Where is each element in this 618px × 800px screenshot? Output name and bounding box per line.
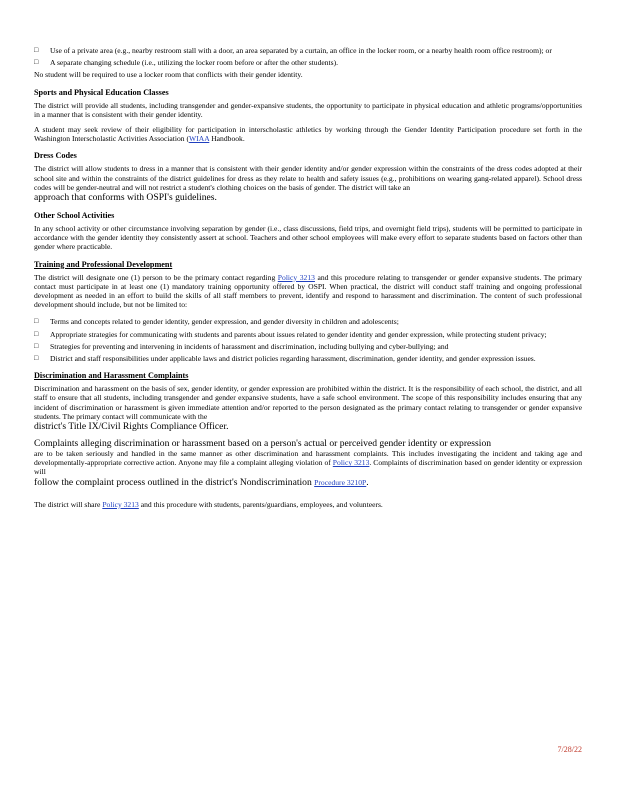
- policy-3213-link[interactable]: Policy 3213: [102, 499, 139, 509]
- training-paragraph: The district will designate one (1) person to be the primary contact regarding Policy 3213 and this procedure relating to transgender or gender expansive students. The primary contact must participate in at least one (1) mandatory training opportunity offered by OSPI. When practical, the district will conduct staff training and ongoing professional development as needed in an effort to build the skills of all staff members to prevent, identify and respond to harassment and discrimination. The content of such professional development should include, but not be limited to:: [34, 272, 582, 310]
- bullet-box-icon: □: [34, 341, 39, 350]
- sports-eligibility-paragraph: A student may seek review of their eligibility for participation in interscholastic athletics by working through the Gender Identity Participation procedure set forth in the Washington Interscholastic Activities Association (WIAA Handbook.: [34, 125, 582, 144]
- bullet-box-icon: □: [34, 354, 39, 363]
- list-item: [34, 342, 582, 351]
- list-item: [34, 58, 582, 67]
- wiaa-link[interactable]: WIAA: [189, 134, 210, 144]
- policy-3213-link[interactable]: Policy 3213: [277, 272, 315, 282]
- footer-date: 7/28/22: [557, 745, 582, 754]
- bullet-box-icon: □: [34, 58, 39, 67]
- discrimination-paragraph: Discrimination and harassment on the basis of sex, gender identity, or gender expression are prohibited within the district. It is the responsibility of each school, the district, and all staff to ensure that all students, including transgender and gender expansive students, have a safe school environment. The scope of this responsibility includes ensuring that any incident of discrimination or harassment is given immediate attention and/or reported to the person designated as the primary contact relating to transgender or gender expansive students. The primary contact will communicate with the: [34, 384, 582, 421]
- procedure-3210p-link[interactable]: Procedure 3210P: [314, 477, 367, 487]
- sports-paragraph: The district will provide all students, including transgender and gender-expansive students, the opportunity to participate in physical education and athletic programs/opportunities in a manner that is consistent with their gender identity.: [34, 100, 582, 119]
- document-page: [34, 44, 582, 509]
- bullet-text: Terms and concepts related to gender identity, gender expression, and gender diversity in children and adolescents;: [50, 317, 399, 327]
- list-item: [34, 317, 582, 326]
- other-activities-paragraph: In any school activity or other circumstance involving separation by gender (i.e., class discussions, field trips, and overnight field trips), students will be permitted to participate in accordance with the gender identity they consistently assert at school. Teachers and other school employees will make every effort to separate students based on factors other than gender where practicable.: [34, 224, 582, 252]
- bullet-box-icon: □: [34, 329, 39, 338]
- bullet-box-icon: □: [34, 46, 39, 54]
- list-item: [34, 330, 582, 339]
- complaints-lead: Complaints alleging discrimination or harassment based on a person's actual or perceived gender identity or expression: [34, 438, 492, 450]
- complaints-paragraph-end: follow the complaint process outlined in the district's Nondiscrimination Procedure 3210P.: [34, 476, 369, 488]
- share-paragraph: The district will share Policy 3213 and this procedure with students, parents/guardians, employees, and volunteers.: [34, 499, 383, 509]
- section-heading-other: Other School Activities: [34, 211, 115, 221]
- bullet-text: A separate changing schedule (i.e., utilizing the locker room before or after the other students).: [50, 58, 339, 68]
- bullet-text: Appropriate strategies for communicating with students and parents about issues related to gender identity and gender expression, while protecting student privacy;: [50, 329, 547, 339]
- section-heading-training: Training and Professional Development: [34, 259, 173, 269]
- dress-paragraph-end: approach that conforms with OSPI's guidelines.: [34, 192, 217, 204]
- locker-room-note: No student will be required to use a locker room that conflicts with their gender identity.: [34, 70, 303, 80]
- list-item: [34, 46, 582, 55]
- bullet-box-icon: □: [34, 317, 39, 326]
- complaints-paragraph: are to be taken seriously and handled in the same manner as other discrimination and harassment complaints. This includes investigating the incident and taking age and developmentally-appropriate corrective action. Anyone may file a complaint alleging violation of Policy 3213. Complaints of discrimination based on gender identity or expression will: [34, 449, 582, 477]
- bullet-text: Strategies for preventing and intervening in incidents of harassment and discrimination, including bullying and cyber-bullying; and: [50, 341, 449, 351]
- discrimination-paragraph-end: district's Title IX/Civil Rights Compliance Officer.: [34, 421, 229, 433]
- section-heading-dress: Dress Codes: [34, 151, 77, 161]
- dress-paragraph: The district will allow students to dress in a manner that is consistent with their gender identity and/or gender expression within the constraints of the dress codes adopted at their school site and within the constraints of the district guidelines for dress as they relate to health and safety issues (e.g., prohibitions on wearing gang-related apparel). School dress codes will be gender-neutral and will not restrict a student's clothing choices on the basis of gender. The district will take an: [34, 164, 582, 192]
- bullet-text: Use of a private area (e.g., nearby restroom stall with a door, an area separated by a curtain, an office in the locker room, or a nearby health room office restroom); or: [50, 46, 552, 55]
- section-heading-sports: Sports and Physical Education Classes: [34, 87, 169, 97]
- section-heading-discrimination: Discrimination and Harassment Complaints: [34, 371, 189, 381]
- bullet-text: District and staff responsibilities under applicable laws and district policies regarding harassment, discrimination, gender identity, and gender expression issues.: [50, 354, 536, 364]
- policy-3213-link[interactable]: Policy 3213: [332, 458, 370, 468]
- list-item: [34, 354, 582, 363]
